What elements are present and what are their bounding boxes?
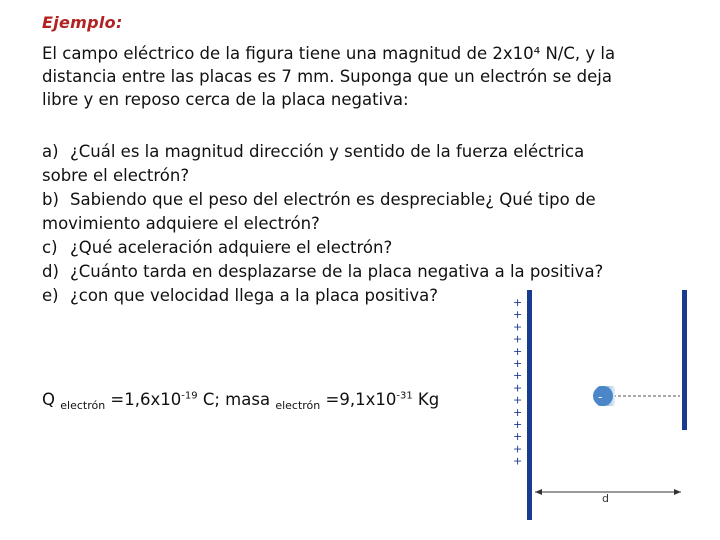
example-heading: Ejemplo:: [42, 13, 123, 32]
mass-unit: Kg: [412, 390, 440, 409]
question-text: ¿Qué aceleración adquiere el electrón?: [70, 238, 393, 257]
intro-line: distancia entre las placas es 7 mm. Suponga que un electrón se deja: [42, 67, 612, 86]
question-text: ¿con que velocidad llega a la placa positiva?: [70, 286, 438, 305]
question-text-continued: sobre el electrón?: [42, 166, 190, 185]
charge-label: Q: [42, 390, 55, 409]
given-data: [42, 390, 440, 412]
plus-sign: +: [513, 442, 523, 456]
question-letter: a): [42, 142, 59, 161]
question-text: ¿Cuánto tarda en desplazarse de la placa negativa a la positiva?: [70, 262, 604, 281]
question-text: ¿Cuál es la magnitud dirección y sentido de la fuerza eléctrica: [70, 142, 585, 161]
electron: [593, 386, 613, 406]
question-text-continued: movimiento adquiere el electrón?: [42, 214, 320, 233]
plus-sign: +: [513, 357, 523, 370]
question-text: Sabiendo que el peso del electrón es despreciable¿ Qué tipo de: [70, 190, 596, 209]
question-letter: b): [42, 190, 59, 209]
plus-sign: +: [513, 344, 523, 358]
plus-sign: +: [513, 454, 523, 468]
mass-exponent: -31: [396, 390, 413, 402]
plus-sign: +: [513, 320, 523, 334]
plus-sign: +: [513, 296, 523, 309]
intro-line: libre y en reposo cerca de la placa negativa:: [42, 90, 409, 109]
charge-subscript: electrón: [60, 399, 106, 412]
plus-sign: +: [513, 381, 523, 395]
charge-value: =1,6x10: [105, 390, 182, 409]
negative-plate: [682, 290, 687, 430]
question-letter: d): [42, 262, 59, 281]
capacitor-figure: [505, 280, 705, 520]
charge-exponent: -19: [181, 390, 198, 402]
question-a: [42, 140, 682, 188]
plus-sign: +: [513, 393, 523, 407]
plus-sign: +: [513, 332, 523, 346]
plus-sign: +: [513, 369, 523, 383]
problem-statement: [42, 42, 682, 111]
plus-sign: +: [513, 418, 523, 431]
charge-unit-and-mass-label: C; masa: [197, 390, 271, 409]
question-c: [42, 236, 682, 260]
intro-line: El campo eléctrico de la figura tiene una magnitud de 2x10⁴ N/C, y la: [42, 44, 616, 63]
plus-sign: +: [513, 405, 523, 419]
mass-subscript: electrón: [275, 399, 321, 412]
distance-arrow-right-head: [674, 489, 681, 495]
distance-arrow-left-head: [535, 489, 542, 495]
plus-signs: [513, 296, 522, 468]
distance-label: d: [602, 492, 609, 505]
question-letter: c): [42, 238, 58, 257]
positive-plate: [527, 290, 532, 520]
question-letter: e): [42, 286, 59, 305]
mass-value: =9,1x10: [320, 390, 397, 409]
plus-sign: +: [513, 430, 523, 444]
plus-sign: +: [513, 308, 523, 322]
electron-minus-sign: -: [598, 390, 603, 404]
question-b: [42, 188, 682, 236]
